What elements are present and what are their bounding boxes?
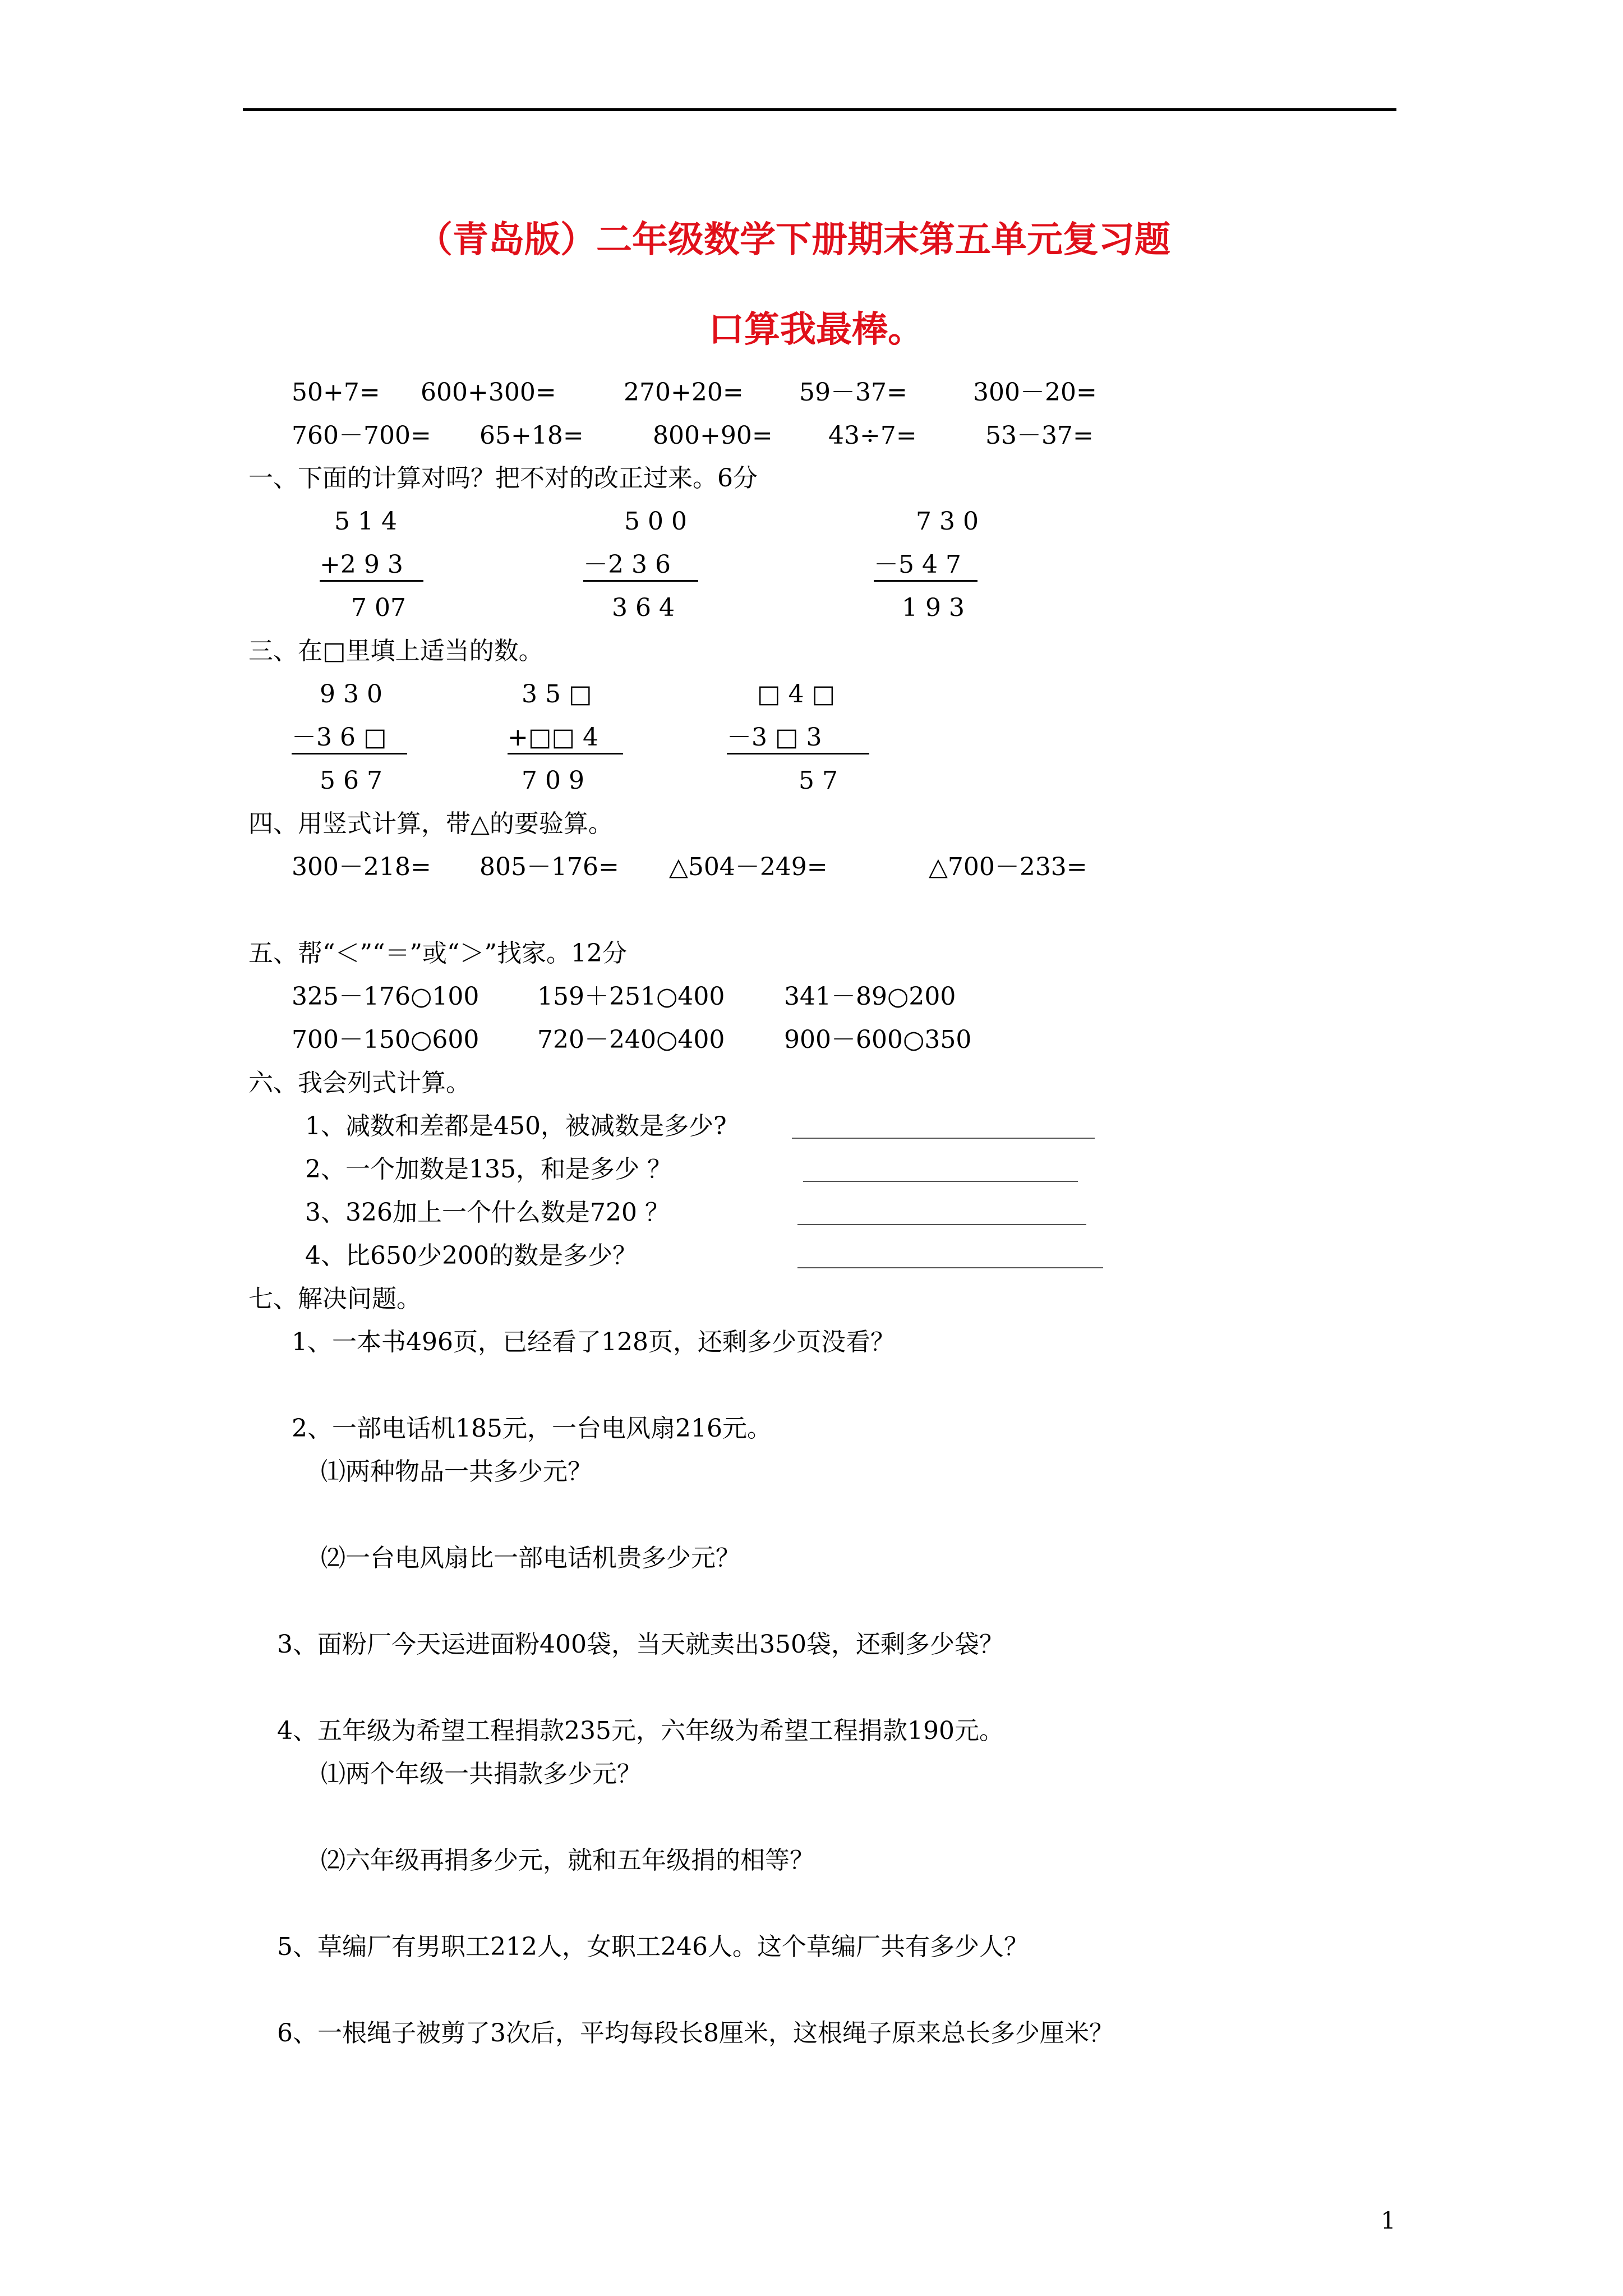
compare-item: 720－240○400	[537, 1025, 725, 1054]
vertical-operand: －5 4 7	[874, 550, 961, 579]
word-problem-sub: ⑴两个年级一共捐款多少元？	[321, 1760, 642, 1788]
word-problem-sub: ⑵一台电风扇比一部电话机贵多少元？	[321, 1544, 740, 1572]
word-calc-item: 1、减数和差都是450，被减数是多少?	[305, 1112, 727, 1140]
vertical-operand: －3 6 □	[292, 723, 387, 752]
vertical-top: 9 3 0	[320, 680, 382, 708]
section-heading-5: 五、帮“＜”“＝”或“＞”找家。12分	[248, 939, 627, 968]
page-number: 1	[1381, 2207, 1396, 2234]
vertical-result: 5 6 7	[320, 766, 382, 795]
oral-item: 59－37=	[799, 378, 907, 407]
section-title-oral: 口算我最棒。	[708, 309, 924, 351]
calc-item: △504－249=	[669, 853, 828, 881]
vertical-underline	[874, 580, 978, 582]
section-heading-7: 七、解决问题。	[248, 1285, 421, 1313]
section-heading-4: 四、用竖式计算，带△的要验算。	[248, 809, 613, 838]
oral-item: 270+20=	[624, 378, 744, 407]
oral-item: 600+300=	[421, 378, 556, 407]
page-title: （青岛版）二年级数学下册期末第五单元复习题	[417, 219, 1170, 261]
word-problem: 3、面粉厂今天运进面粉400袋，当天就卖出350袋，还剩多少袋？	[277, 1630, 1004, 1659]
answer-line	[803, 1181, 1078, 1182]
header-rule	[243, 108, 1396, 111]
vertical-result: 7 0 9	[522, 766, 584, 795]
word-problem: 1、一本书496页，已经看了128页，还剩多少页没看？	[292, 1328, 895, 1356]
section-heading-6: 六、我会列式计算。	[248, 1069, 471, 1097]
word-problem: 2、一部电话机185元，一台电风扇216元。	[292, 1414, 772, 1443]
answer-line	[792, 1138, 1095, 1139]
vertical-top: 5 1 4	[334, 507, 397, 536]
oral-item: 760－700=	[292, 421, 431, 450]
word-problem-sub: ⑵六年级再捐多少元，就和五年级捐的相等？	[321, 1846, 814, 1875]
oral-item: 300－20=	[973, 378, 1097, 407]
vertical-top: □ 4 □	[757, 680, 836, 708]
word-problem: 5、草编厂有男职工212人，女职工246人。这个草编厂共有多少人？	[277, 1932, 1029, 1961]
calc-item: 805－176=	[479, 853, 619, 881]
oral-item: 43÷7=	[828, 421, 917, 450]
answer-line	[797, 1267, 1103, 1268]
word-calc-item: 2、一个加数是135，和是多少 ？	[305, 1155, 672, 1184]
oral-item: 65+18=	[479, 421, 584, 450]
vertical-operand: +□□ 4	[508, 723, 598, 752]
oral-item: 53－37=	[985, 421, 1094, 450]
vertical-underline	[320, 580, 423, 582]
oral-item: 800+90=	[653, 421, 773, 450]
vertical-underline	[727, 753, 869, 754]
vertical-result: 7 07	[351, 593, 406, 622]
vertical-top: 3 5 □	[522, 680, 592, 708]
vertical-operand: +2 9 3	[320, 550, 403, 579]
vertical-underline	[508, 753, 623, 754]
vertical-operand: －2 3 6	[583, 550, 671, 579]
compare-item: 159＋251○400	[537, 982, 725, 1011]
section-heading-1: 一、下面的计算对吗？把不对的改正过来。6分	[248, 464, 758, 493]
compare-item: 325－176○100	[292, 982, 479, 1011]
word-calc-item: 4、比650少200的数是多少？	[305, 1241, 637, 1270]
compare-item: 900－600○350	[784, 1025, 972, 1054]
vertical-result: 1 9 3	[902, 593, 965, 622]
compare-item: 341－89○200	[784, 982, 956, 1011]
calc-item: △700－233=	[929, 853, 1087, 881]
calc-item: 300－218=	[292, 853, 431, 881]
vertical-operand: －3 □ 3	[727, 723, 822, 752]
vertical-underline	[292, 753, 407, 754]
word-problem: 4、五年级为希望工程捐款235元，六年级为希望工程捐款190元。	[277, 1717, 1004, 1745]
word-problem-sub: ⑴两种物品一共多少元？	[321, 1457, 592, 1486]
vertical-result: 5 7	[799, 766, 838, 795]
word-calc-item: 3、326加上一个什么数是720 ？	[305, 1198, 670, 1227]
vertical-underline	[583, 580, 698, 582]
vertical-top: 5 0 0	[624, 507, 687, 536]
compare-item: 700－150○600	[292, 1025, 479, 1054]
vertical-top: 7 3 0	[916, 507, 979, 536]
oral-item: 50+7=	[292, 378, 380, 407]
word-problem: 6、一根绳子被剪了3次后，平均每段长8厘米，这根绳子原来总长多少厘米？	[277, 2019, 1114, 2047]
section-heading-3: 三、在□里填上适当的数。	[248, 637, 543, 665]
vertical-result: 3 6 4	[612, 593, 675, 622]
answer-line	[797, 1224, 1086, 1225]
